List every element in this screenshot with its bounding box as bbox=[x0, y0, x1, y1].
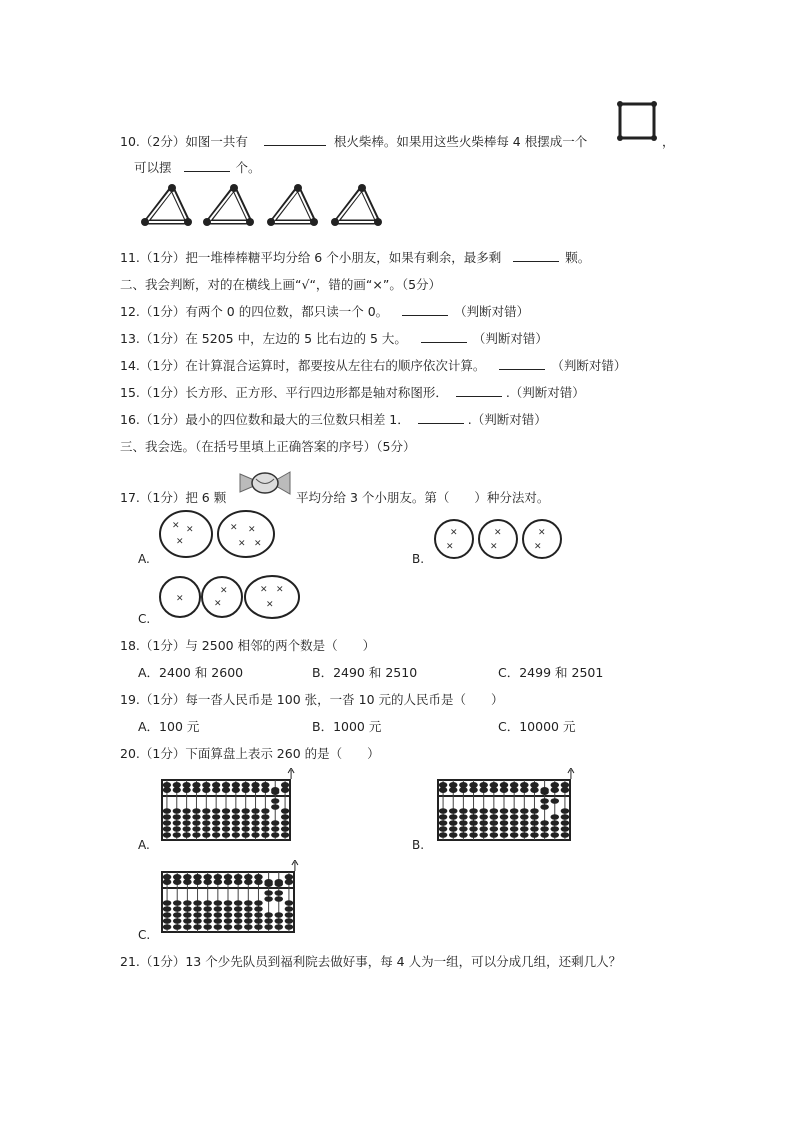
q14-text: 14.（1分）在计算混合运算时，都要按从左往右的顺序依次计算。 bbox=[120, 358, 486, 373]
q10-blank-1[interactable] bbox=[264, 133, 326, 146]
q17-option-b-label[interactable]: B. bbox=[412, 552, 425, 566]
q10-blank-2[interactable] bbox=[184, 159, 230, 172]
svg-text:✕: ✕ bbox=[176, 537, 184, 547]
q12-blank[interactable] bbox=[402, 303, 448, 316]
section-2-heading: 二、我会判断，对的在横线上画“√“，错的画“×”。（5分） bbox=[120, 277, 442, 292]
q19-option-c[interactable]: C．10000 元 bbox=[498, 719, 576, 734]
q17-text-1: 17.（1分）把 6 颗 bbox=[120, 490, 227, 505]
q12-judge: （判断对错） bbox=[454, 304, 530, 319]
q16-text: 16.（1分）最小的四位数和最大的三位数只相差 1． bbox=[120, 412, 410, 427]
q13-line bbox=[120, 329, 548, 347]
svg-text:✕: ✕ bbox=[534, 542, 542, 552]
q18-stem: 18.（1分）与 2500 相邻的两个数是（ ） bbox=[120, 638, 376, 653]
section-3-heading: 三、我会选。（在括号里填上正确答案的序号）（5分） bbox=[120, 439, 416, 454]
svg-text:✕: ✕ bbox=[446, 542, 454, 552]
svg-text:✕: ✕ bbox=[490, 542, 498, 552]
svg-text:✕: ✕ bbox=[266, 600, 274, 610]
svg-text:✕: ✕ bbox=[260, 585, 268, 595]
q13-text: 13.（1分）在 5205 中，左边的 5 比右边的 5 大。 bbox=[120, 331, 407, 346]
q20-option-c-label[interactable]: C. bbox=[138, 928, 151, 942]
q19-option-a[interactable]: A．100 元 bbox=[138, 719, 200, 734]
q18-option-a[interactable]: A．2400 和 2600 bbox=[138, 665, 244, 680]
svg-text:✕: ✕ bbox=[254, 539, 262, 549]
q17-option-c-figure bbox=[158, 574, 302, 620]
q16-line bbox=[120, 410, 547, 428]
q17-option-a-label[interactable]: A. bbox=[138, 552, 150, 566]
q11-line bbox=[120, 248, 590, 266]
q10-comma: ， bbox=[662, 134, 675, 149]
q14-blank[interactable] bbox=[499, 357, 545, 370]
q18-option-c[interactable]: C．2499 和 2501 bbox=[498, 665, 604, 680]
svg-text:✕: ✕ bbox=[248, 525, 256, 535]
q10-text-1: 10.（2分）如图一共有 bbox=[120, 134, 248, 149]
q20-option-b-label[interactable]: B. bbox=[412, 838, 425, 852]
q17-option-a-figure bbox=[158, 508, 276, 560]
candy-icon bbox=[236, 466, 294, 498]
q14-line bbox=[120, 356, 626, 374]
q16-judge: .（判断对错） bbox=[467, 412, 547, 427]
svg-text:✕: ✕ bbox=[450, 528, 458, 538]
svg-text:✕: ✕ bbox=[220, 586, 228, 596]
svg-text:✕: ✕ bbox=[176, 594, 184, 604]
q10-line2 bbox=[134, 158, 261, 176]
q17-text-2: 平均分给 3 个小朋友。第（ ）种分法对。 bbox=[296, 490, 550, 505]
q15-text: 15.（1分）长方形、正方形、平行四边形都是轴对称图形． bbox=[120, 385, 448, 400]
matchstick-triangles-figure bbox=[138, 180, 398, 228]
q19-stem: 19.（1分）每一沓人民币是 100 张，一沓 10 元的人民币是（ ） bbox=[120, 692, 504, 707]
q12-line bbox=[120, 302, 529, 320]
q16-blank[interactable] bbox=[418, 411, 464, 424]
svg-text:✕: ✕ bbox=[538, 528, 546, 538]
q17-option-c-label[interactable]: C. bbox=[138, 612, 151, 626]
q14-judge: （判断对错） bbox=[551, 358, 627, 373]
q18-option-b[interactable]: B．2490 和 2510 bbox=[312, 665, 418, 680]
q10-text-4: 个。 bbox=[235, 160, 261, 175]
q10-text-3: 可以摆 bbox=[134, 160, 172, 175]
svg-text:✕: ✕ bbox=[238, 539, 246, 549]
svg-text:✕: ✕ bbox=[172, 521, 180, 531]
svg-text:✕: ✕ bbox=[186, 525, 194, 535]
q19-option-b[interactable]: B．1000 元 bbox=[312, 719, 382, 734]
q21-stem: 21.（1分）13 个少先队员到福利院去做好事，每 4 人为一组，可以分成几组，还剩几人？ bbox=[120, 954, 622, 969]
q20-stem: 20.（1分）下面算盘上表示 260 的是（ ） bbox=[120, 746, 380, 761]
q12-text: 12.（1分）有两个 0 的四位数，都只读一个 0。 bbox=[120, 304, 389, 319]
q13-blank[interactable] bbox=[421, 330, 467, 343]
svg-text:✕: ✕ bbox=[276, 585, 284, 595]
q11-text-2: 颗。 bbox=[565, 250, 591, 265]
q15-blank[interactable] bbox=[456, 384, 502, 397]
q10-text-2: 根火柴棒。如果用这些火柴棒每 4 根摆成一个 bbox=[333, 134, 588, 149]
q15-line bbox=[120, 383, 585, 401]
q10-line1 bbox=[120, 132, 587, 150]
q15-judge: .（判断对错） bbox=[505, 385, 585, 400]
q11-blank[interactable] bbox=[513, 249, 559, 262]
matchstick-square-figure bbox=[614, 98, 660, 144]
svg-text:✕: ✕ bbox=[230, 523, 238, 533]
svg-text:✕: ✕ bbox=[494, 528, 502, 538]
abacus-option-b bbox=[436, 768, 584, 844]
abacus-option-a bbox=[160, 768, 304, 844]
svg-text:✕: ✕ bbox=[214, 599, 222, 609]
q20-option-a-label[interactable]: A. bbox=[138, 838, 150, 852]
q17-line bbox=[120, 488, 226, 506]
q11-text-1: 11.（1分）把一堆棒棒糖平均分给 6 个小朋友，如果有剩余，最多剩 bbox=[120, 250, 502, 265]
q13-judge: （判断对错） bbox=[472, 331, 548, 346]
q17-option-b-figure bbox=[432, 518, 568, 560]
abacus-option-c bbox=[160, 860, 308, 936]
